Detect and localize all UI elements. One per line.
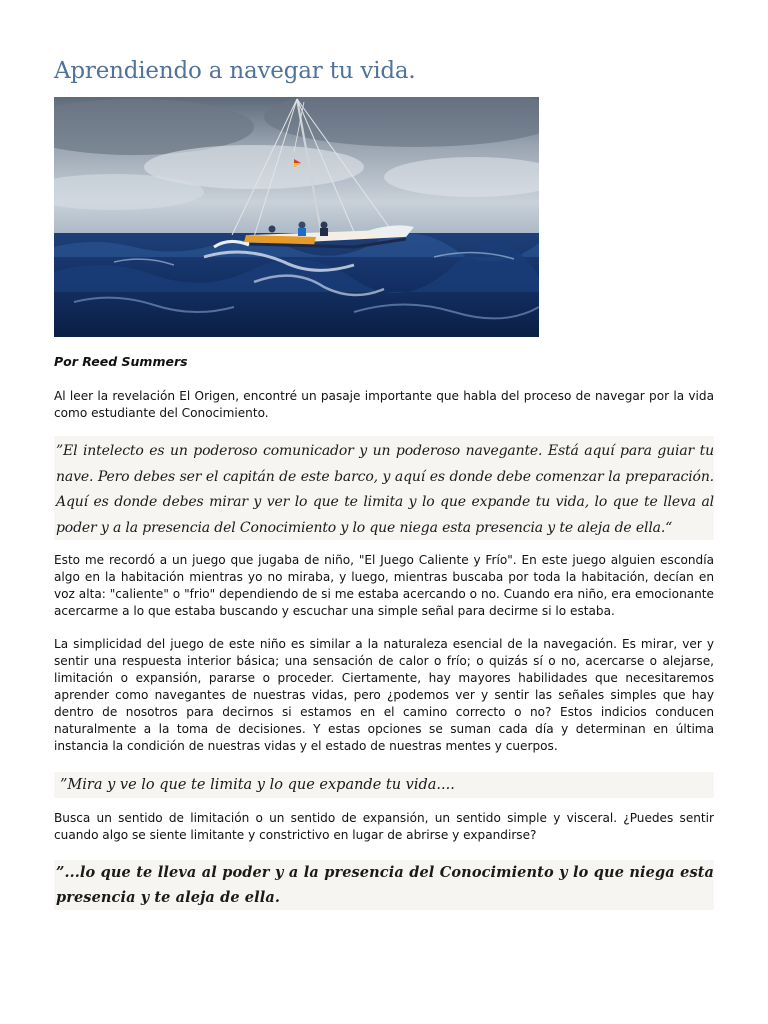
quote-look-and-see: ”Mira y ve lo que te limita y lo que expande tu vida.... <box>54 772 714 798</box>
author-byline: Por Reed Summers <box>54 354 188 369</box>
article-title: Aprendiendo a navegar tu vida. <box>54 58 416 84</box>
quote-intellect: ”El intelecto es un poderoso comunicador y un poderoso navegante. Está aquí para guiar tu nave. Pero debes ser el capitán de este barco, y aquí es donde debe comenzar la preparación. Aquí es donde debes mirar y ver lo que te limita y lo que expande tu vida, lo que te lleva al poder y a la presencia del Conocimiento y lo que niega esta presencia y te aleja de ella.“ <box>54 436 714 540</box>
paragraph-limitation-expansion: Busca un sentido de limitación o un sentido de expansión, un sentido simple y visceral. ¿Puedes sentir cuando algo se siente limitante y constrictivo en lugar de abrirse y expandirse? <box>54 811 714 842</box>
paragraph-intro: Al leer la revelación El Origen, encontré un pasaje importante que habla del proceso de navegar por la vida como estudiante del Conocimiento. <box>54 389 714 420</box>
quote-power-presence: ”...lo que te lleva al poder y a la presencia del Conocimiento y lo que niega esta presencia y te aleja de ella. <box>54 860 714 910</box>
sailboat-hero-image <box>54 97 539 337</box>
paragraph-hot-cold-game: Esto me recordó a un juego que jugaba de niño, "El Juego Caliente y Frío". En este juego alguien escondía algo en la habitación mientras yo no miraba, y luego, mientras buscaba por toda la habitación, decían en voz alta: "caliente" o "frio" dependiendo de si me estaba acercando o no. Cuando era niño, era emocionante acercarme a lo que estaba buscando y escuchar una simple señal para decirme si lo estaba. <box>54 553 714 618</box>
sailboat-photo <box>54 97 539 337</box>
paragraph-navigation: La simplicidad del juego de este niño es similar a la naturaleza esencial de la navegación. Es mirar, ver y sentir una respuesta interior básica; una sensación de calor o frío; o quizás sí o no, acercarse o alejarse, limitación o expansión, pararse o proceder. Ciertamente, hay mayores habilidades que necesitaremos aprender como navegantes de nuestras vidas, pero ¿podemos ver y sentir las señales simples que hay dentro de nosotros para decirnos si estamos en el camino correcto o no? Estos indicios conducen naturalmente a la toma de decisiones. Y estas opciones se suman cada día y determinan en última instancia la condición de nuestras vidas y el estado de nuestras mentes y cuerpos. <box>54 637 714 753</box>
